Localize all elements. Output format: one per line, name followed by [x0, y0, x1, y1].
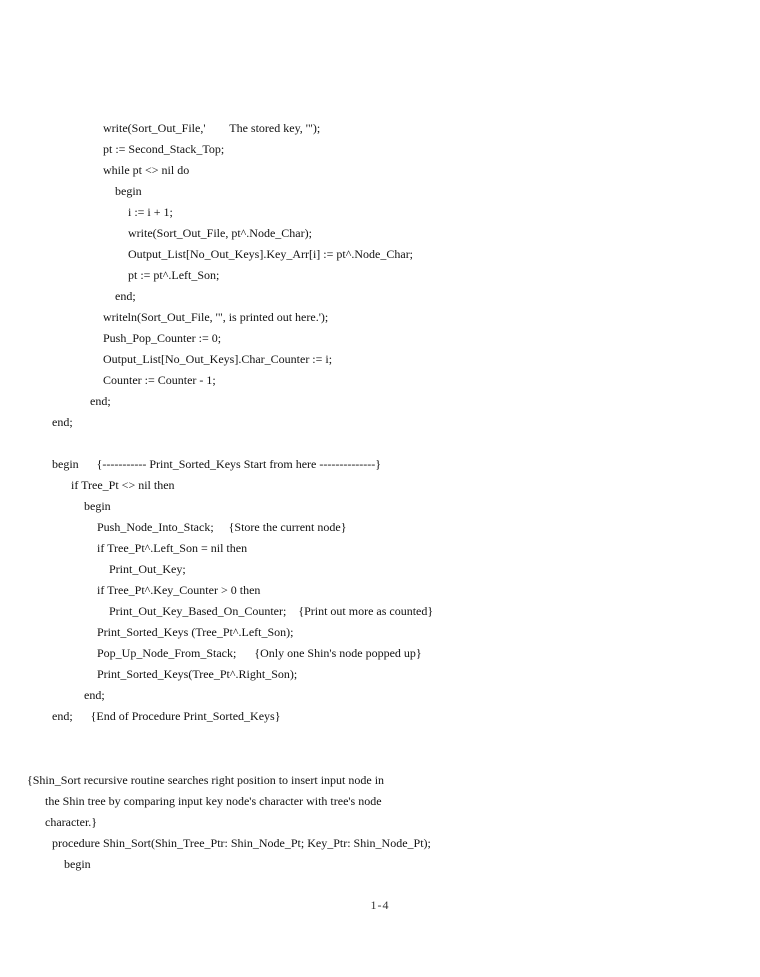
code-line: if Tree_Pt <> nil then	[71, 478, 175, 492]
code-line: write(Sort_Out_File,' The stored key, '");	[103, 121, 321, 135]
code-line: while pt <> nil do	[103, 163, 190, 177]
code-line: writeln(Sort_Out_File, '", is printed out here.');	[103, 310, 329, 324]
code-line: Push_Node_Into_Stack; {Store the current node}	[97, 520, 347, 534]
code-line: if Tree_Pt^.Key_Counter > 0 then	[97, 583, 261, 597]
code-line: procedure Shin_Sort(Shin_Tree_Ptr: Shin_Node_Pt; Key_Ptr: Shin_Node_Pt);	[52, 836, 431, 850]
code-line: end;	[90, 394, 111, 408]
code-line: if Tree_Pt^.Left_Son = nil then	[97, 541, 248, 555]
code-line: begin	[84, 499, 111, 513]
code-line: i := i + 1;	[128, 205, 173, 219]
code-comment-line: the Shin tree by comparing input key node's character with tree's node	[45, 794, 382, 808]
code-comment-line: {Shin_Sort recursive routine searches right position to insert input node in	[27, 773, 385, 787]
code-line: begin	[115, 184, 142, 198]
page-number: 1-4	[370, 898, 390, 912]
code-line: Print_Out_Key_Based_On_Counter; {Print out more as counted}	[109, 604, 434, 618]
code-line: Print_Sorted_Keys (Tree_Pt^.Left_Son);	[97, 625, 294, 639]
code-line: Output_List[No_Out_Keys].Char_Counter := i;	[103, 352, 333, 366]
code-line: Counter := Counter - 1;	[103, 373, 216, 387]
code-line: Print_Sorted_Keys(Tree_Pt^.Right_Son);	[97, 667, 298, 681]
code-line: Push_Pop_Counter := 0;	[103, 331, 222, 345]
code-line: end;	[115, 289, 136, 303]
code-line: Pop_Up_Node_From_Stack; {Only one Shin's node popped up}	[97, 646, 422, 660]
code-line: begin	[64, 857, 91, 871]
code-line: pt := Second_Stack_Top;	[103, 142, 225, 156]
code-comment-line: character.}	[45, 815, 98, 829]
code-line: end;	[84, 688, 105, 702]
code-line: end; {End of Procedure Print_Sorted_Keys}	[52, 709, 281, 723]
code-line: Print_Out_Key;	[109, 562, 186, 576]
code-line: Output_List[No_Out_Keys].Key_Arr[i] := pt^.Node_Char;	[128, 247, 414, 261]
code-line: end;	[52, 415, 73, 429]
code-line: pt := pt^.Left_Son;	[128, 268, 220, 282]
code-line: write(Sort_Out_File, pt^.Node_Char);	[128, 226, 312, 240]
code-line: begin {----------- Print_Sorted_Keys Start from here --------------}	[52, 457, 382, 471]
